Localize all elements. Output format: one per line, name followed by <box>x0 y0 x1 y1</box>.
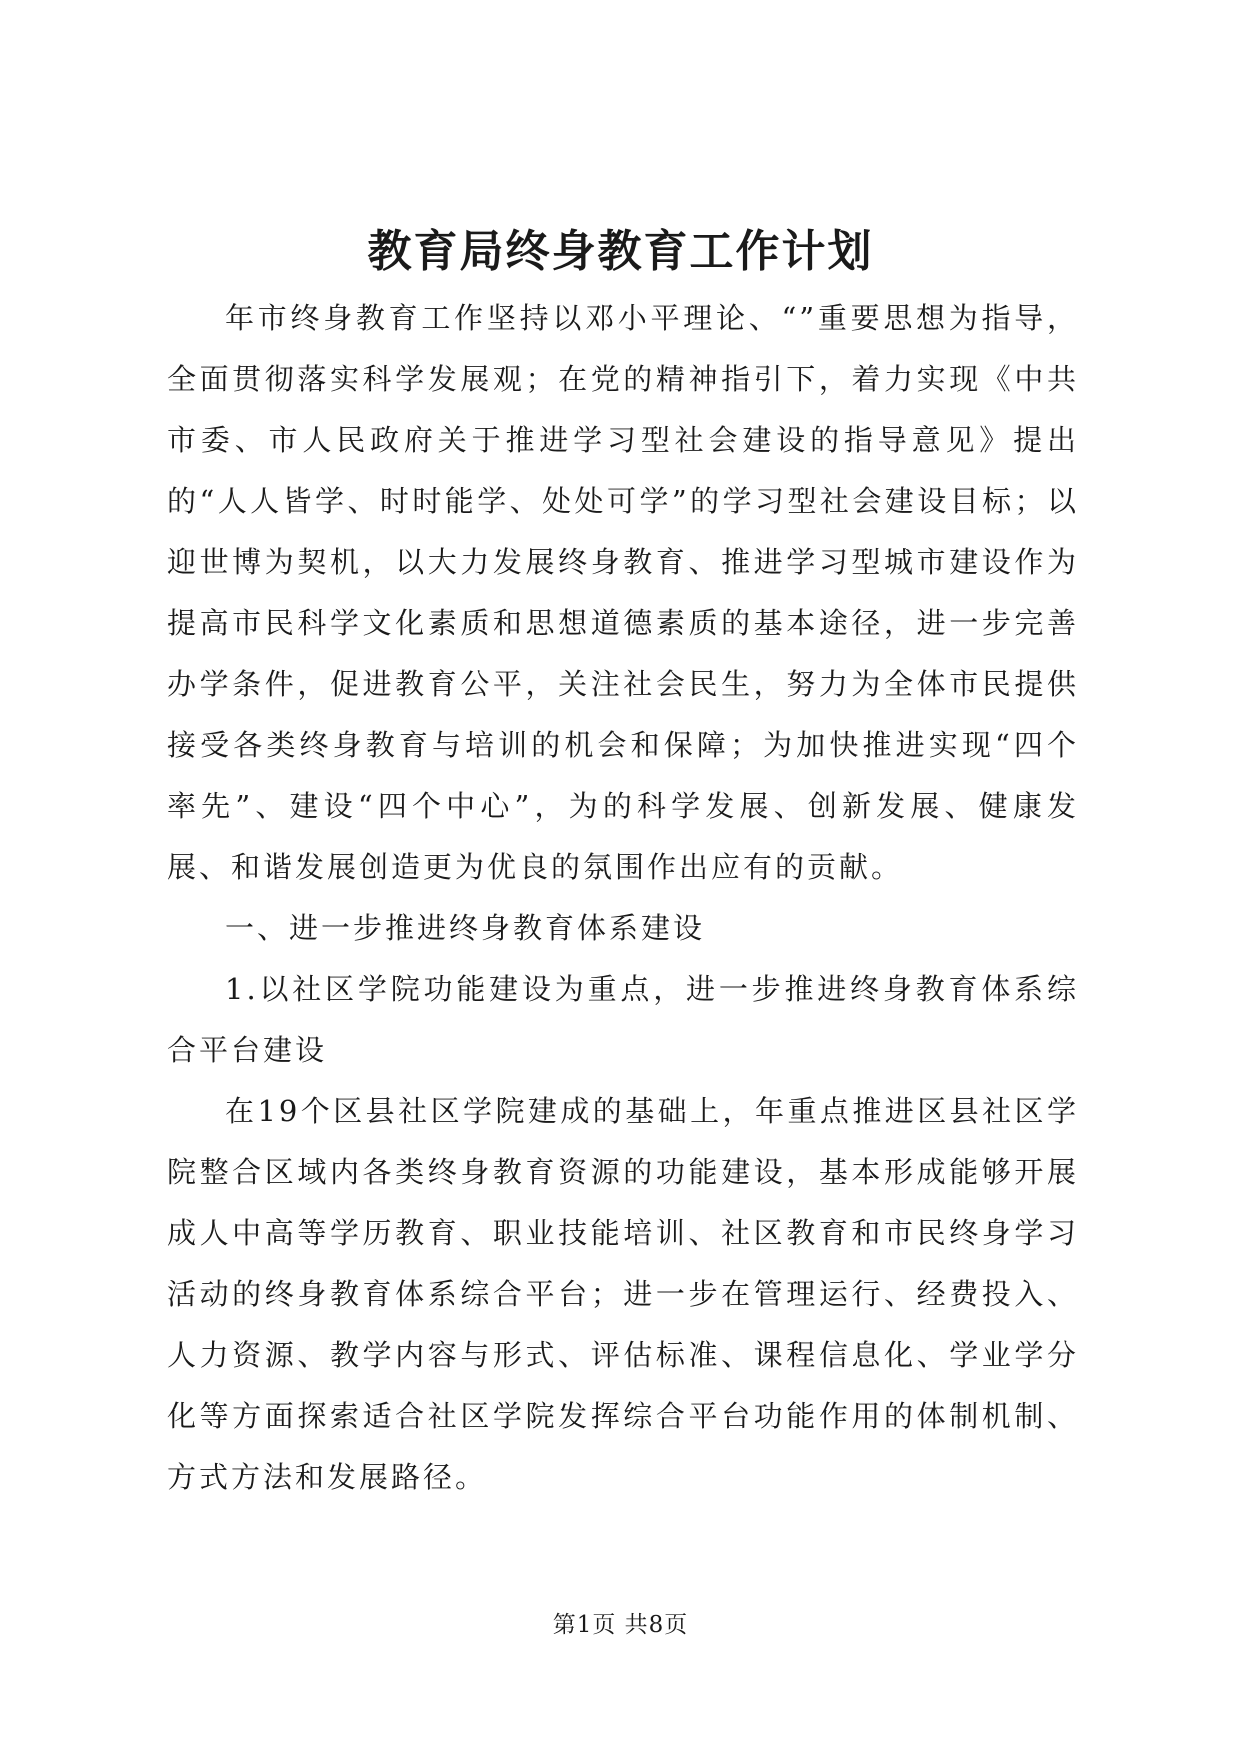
section-heading: 一、进一步推进终身教育体系建设 <box>225 911 706 945</box>
subsection-heading: 1.以社区学院功能建设为重点，进一步推进终身教育体系综合平台建设 <box>167 972 1079 1067</box>
page-number: 第1页 共8页 <box>552 1612 689 1638</box>
paragraph-intro: 年市终身教育工作坚持以邓小平理论、“”重要思想为指导，全面贯彻落实科学发展观；在党的精神指引下，着力实现《中共市委、市人民政府关于推进学习型社会建设的指导意见》提出的“人人皆学、时时能学、处处可学”的学习型社会建设目标；以迎世博为契机，以大力发展终身教育、推进学习型城市建设作为提高市民科学文化素质和思想道德素质的基本途径，进一步完善办学条件，促进教育公平，关注社会民生，努力为全体市民提供接受各类终身教育与培训的机会和保障；为加快推进实现“四个率先”、建设“四个中心”，为的科学发展、创新发展、健康发展、和谐发展创造更为优良的氛围作出应有的贡献。 <box>167 301 1079 884</box>
document-body <box>167 288 1079 1508</box>
paragraph-detail: 在19个区县社区学院建成的基础上，年重点推进区县社区学院整合区域内各类终身教育资源的功能建设，基本形成能够开展成人中高等学历教育、职业技能培训、社区教育和市民终身学习活动的终身教育体系综合平台；进一步在管理运行、经费投入、人力资源、教学内容与形式、评估标准、课程信息化、学业学分化等方面探索适合社区学院发挥综合平台功能作用的体制机制、方式方法和发展路径。 <box>167 1094 1079 1494</box>
document-title: 教育局终身教育工作计划 <box>367 226 874 277</box>
